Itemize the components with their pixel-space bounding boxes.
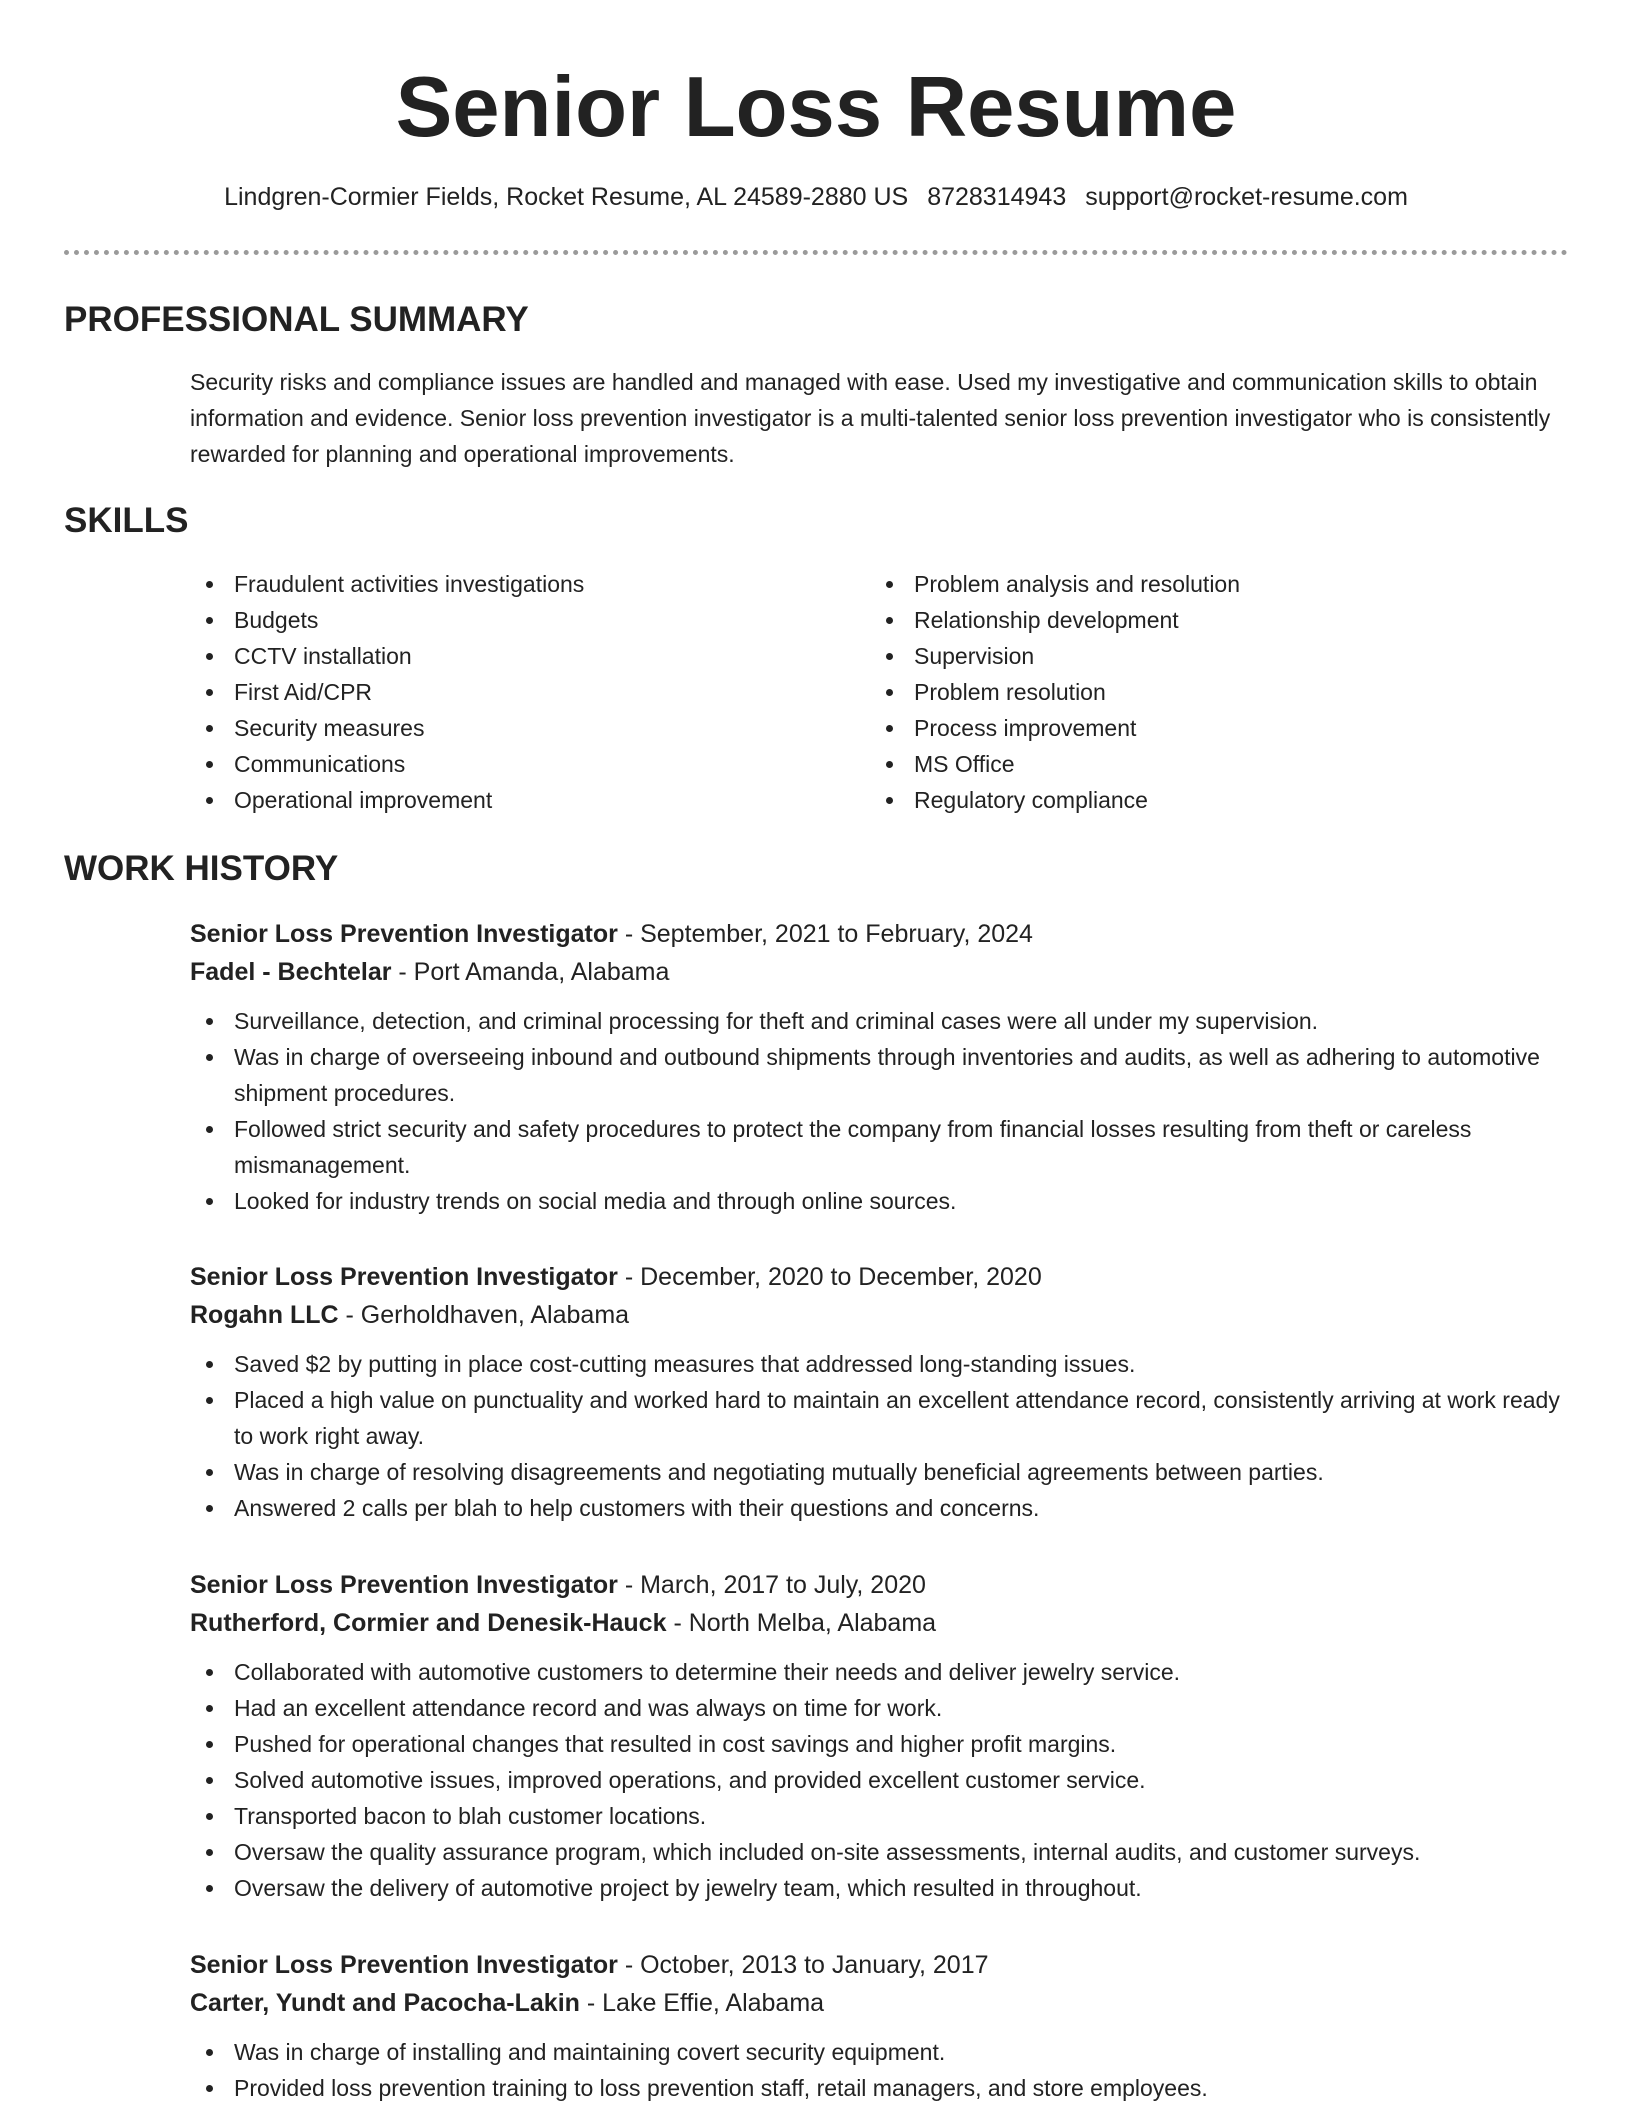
job-bullet: Was in charge of overseeing inbound and outbound shipments through inventories and audits, as well as adhering to automotive shipment procedures. bbox=[190, 1039, 1570, 1111]
job-location: - North Melba, Alabama bbox=[666, 1609, 937, 1637]
skills-section bbox=[64, 499, 1568, 543]
job-bullet: Saved $2 by putting in place cost-cutting measures that addressed long-standing issues. bbox=[190, 1346, 1570, 1382]
job-role: Senior Loss Prevention Investigator bbox=[190, 1571, 618, 1599]
header-divider bbox=[64, 250, 1568, 255]
skill-item: Fraudulent activities investigations bbox=[190, 566, 870, 602]
resume-title: Senior Loss Resume bbox=[395, 60, 1237, 155]
skills-column-left bbox=[190, 566, 870, 818]
job-title-line bbox=[190, 1258, 1570, 1296]
skills-list bbox=[190, 566, 1570, 818]
work-heading: WORK HISTORY bbox=[64, 849, 339, 888]
email-link[interactable]: support@rocket-resume.com bbox=[1085, 183, 1408, 211]
job-company-line bbox=[190, 1984, 1570, 2022]
job-bullet: Oversaw the delivery of automotive project by jewelry team, which resulted in throughout. bbox=[190, 1870, 1570, 1906]
job-bullets bbox=[190, 1654, 1570, 1906]
job-bullet: Provided loss prevention training to loss prevention staff, retail managers, and store employees. bbox=[190, 2070, 1570, 2106]
skill-item: Problem resolution bbox=[870, 674, 1550, 710]
job-bullet: Transported bacon to blah customer locations. bbox=[190, 1798, 1570, 1834]
job-dates: - October, 2013 to January, 2017 bbox=[617, 1951, 989, 1979]
job-entry bbox=[190, 1258, 1570, 1526]
job-location: - Port Amanda, Alabama bbox=[391, 958, 670, 986]
job-company: Fadel - Bechtelar bbox=[190, 958, 392, 986]
job-bullet: Placed a high value on punctuality and worked hard to maintain an excellent attendance record, consistently arriving at work ready to work right away. bbox=[190, 1382, 1570, 1454]
job-dates: - March, 2017 to July, 2020 bbox=[617, 1571, 926, 1599]
skills-heading: SKILLS bbox=[64, 501, 189, 540]
job-title-line bbox=[190, 1566, 1570, 1604]
job-role: Senior Loss Prevention Investigator bbox=[190, 1951, 618, 1979]
job-company-line bbox=[190, 1604, 1570, 1642]
job-company: Rogahn LLC bbox=[190, 1301, 339, 1329]
job-bullets bbox=[190, 1346, 1570, 1526]
summary-heading: PROFESSIONAL SUMMARY bbox=[64, 300, 529, 339]
job-bullet: Looked for industry trends on social media and through online sources. bbox=[190, 1183, 1570, 1219]
job-bullets bbox=[190, 1003, 1570, 1219]
job-location: - Lake Effie, Alabama bbox=[579, 1989, 825, 2017]
job-location: - Gerholdhaven, Alabama bbox=[338, 1301, 630, 1329]
job-bullet: Oversaw the quality assurance program, which included on-site assessments, internal audits, and customer surveys. bbox=[190, 1834, 1570, 1870]
job-dates: - September, 2021 to February, 2024 bbox=[617, 920, 1033, 948]
skill-item: Problem analysis and resolution bbox=[870, 566, 1550, 602]
job-dates: - December, 2020 to December, 2020 bbox=[617, 1263, 1042, 1291]
skill-item: MS Office bbox=[870, 746, 1550, 782]
job-bullets bbox=[190, 2034, 1570, 2106]
job-title-line bbox=[190, 915, 1570, 953]
job-bullet: Answered 2 calls per blah to help customers with their questions and concerns. bbox=[190, 1490, 1570, 1526]
phone-text: 8728314943 bbox=[927, 183, 1067, 211]
job-bullet: Was in charge of installing and maintaining covert security equipment. bbox=[190, 2034, 1570, 2070]
skill-item: Operational improvement bbox=[190, 782, 870, 818]
skill-item: Process improvement bbox=[870, 710, 1550, 746]
job-role: Senior Loss Prevention Investigator bbox=[190, 1263, 618, 1291]
skills-column-right bbox=[870, 566, 1550, 818]
skill-item: Supervision bbox=[870, 638, 1550, 674]
job-company-line bbox=[190, 1296, 1570, 1334]
job-bullet: Pushed for operational changes that resulted in cost savings and higher profit margins. bbox=[190, 1726, 1570, 1762]
job-company: Carter, Yundt and Pacocha-Lakin bbox=[190, 1989, 580, 2017]
job-bullet: Was in charge of resolving disagreements and negotiating mutually beneficial agreements between parties. bbox=[190, 1454, 1570, 1490]
skill-item: Regulatory compliance bbox=[870, 782, 1550, 818]
work-section bbox=[64, 847, 1568, 891]
summary-text: Security risks and compliance issues are handled and managed with ease. Used my investigative and communication skills to obtain information and evidence. Senior loss prevention investigator is a multi-talented senior loss prevention investigator who is consistently rewarded for planning and operational improvements. bbox=[190, 369, 1551, 467]
skill-item: Communications bbox=[190, 746, 870, 782]
job-company: Rutherford, Cormier and Denesik-Hauck bbox=[190, 1609, 667, 1637]
skill-item: First Aid/CPR bbox=[190, 674, 870, 710]
job-entry bbox=[190, 1566, 1570, 1906]
address-text: Lindgren-Cormier Fields, Rocket Resume, AL 24589-2880 US bbox=[224, 183, 909, 211]
skill-item: Relationship development bbox=[870, 602, 1550, 638]
contact-line bbox=[0, 180, 1632, 214]
job-bullet: Surveillance, detection, and criminal processing for theft and criminal cases were all under my supervision. bbox=[190, 1003, 1570, 1039]
job-entry bbox=[190, 915, 1570, 1219]
job-entry bbox=[190, 1946, 1570, 2106]
skill-item: CCTV installation bbox=[190, 638, 870, 674]
job-title-line bbox=[190, 1946, 1570, 1984]
job-company-line bbox=[190, 953, 1570, 991]
summary-section bbox=[64, 298, 1568, 342]
job-bullet: Had an excellent attendance record and was always on time for work. bbox=[190, 1690, 1570, 1726]
skill-item: Budgets bbox=[190, 602, 870, 638]
job-role: Senior Loss Prevention Investigator bbox=[190, 920, 618, 948]
job-bullet: Followed strict security and safety procedures to protect the company from financial losses resulting from theft or careless mismanagement. bbox=[190, 1111, 1570, 1183]
job-bullet: Collaborated with automotive customers to determine their needs and deliver jewelry service. bbox=[190, 1654, 1570, 1690]
skill-item: Security measures bbox=[190, 710, 870, 746]
job-bullet: Solved automotive issues, improved operations, and provided excellent customer service. bbox=[190, 1762, 1570, 1798]
